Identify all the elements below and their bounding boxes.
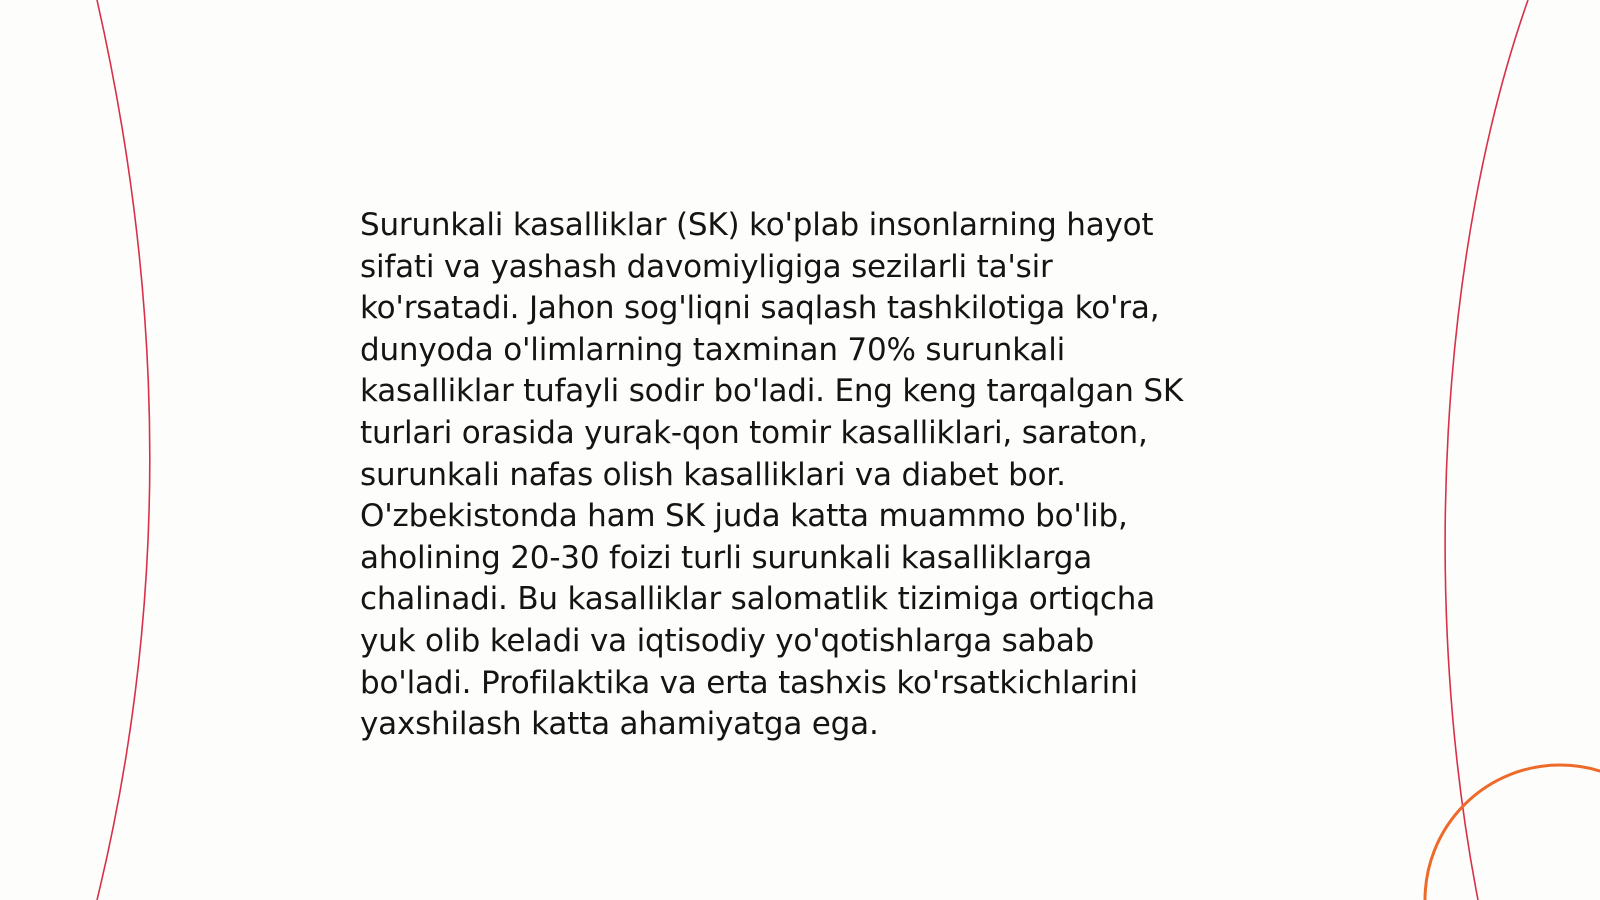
right-arc-decoration: [1445, 0, 1528, 900]
left-arc-decoration: [97, 0, 150, 900]
body-paragraph: Surunkali kasalliklar (SK) ko'plab insonlarning hayot sifati va yashash davomiyligiga sezilarli ta'sir ko'rsatadi. Jahon sog'liqni saqlash tashkilotiga ko'ra, dunyoda o'limlarning taxminan 70% surunkali kasalliklar tufayli sodir bo'ladi. Eng keng tarqalgan SK turlari orasida yurak-qon tomir kasalliklari, saraton, surunkali nafas olish kasalliklari va diabet bor. O'zbekistonda ham SK juda katta muammo bo'lib, aholining 20-30 foizi turli surunkali kasalliklarga chalinadi. Bu kasalliklar salomatlik tizimiga ortiqcha yuk olib keladi va iqtisodiy yo'qotishlarga sabab bo'ladi. Profilaktika va erta tashxis ko'rsatkichlarini yaxshilash katta ahamiyatga ega.: [360, 207, 1183, 743]
orange-ring-decoration: [1425, 765, 1600, 900]
